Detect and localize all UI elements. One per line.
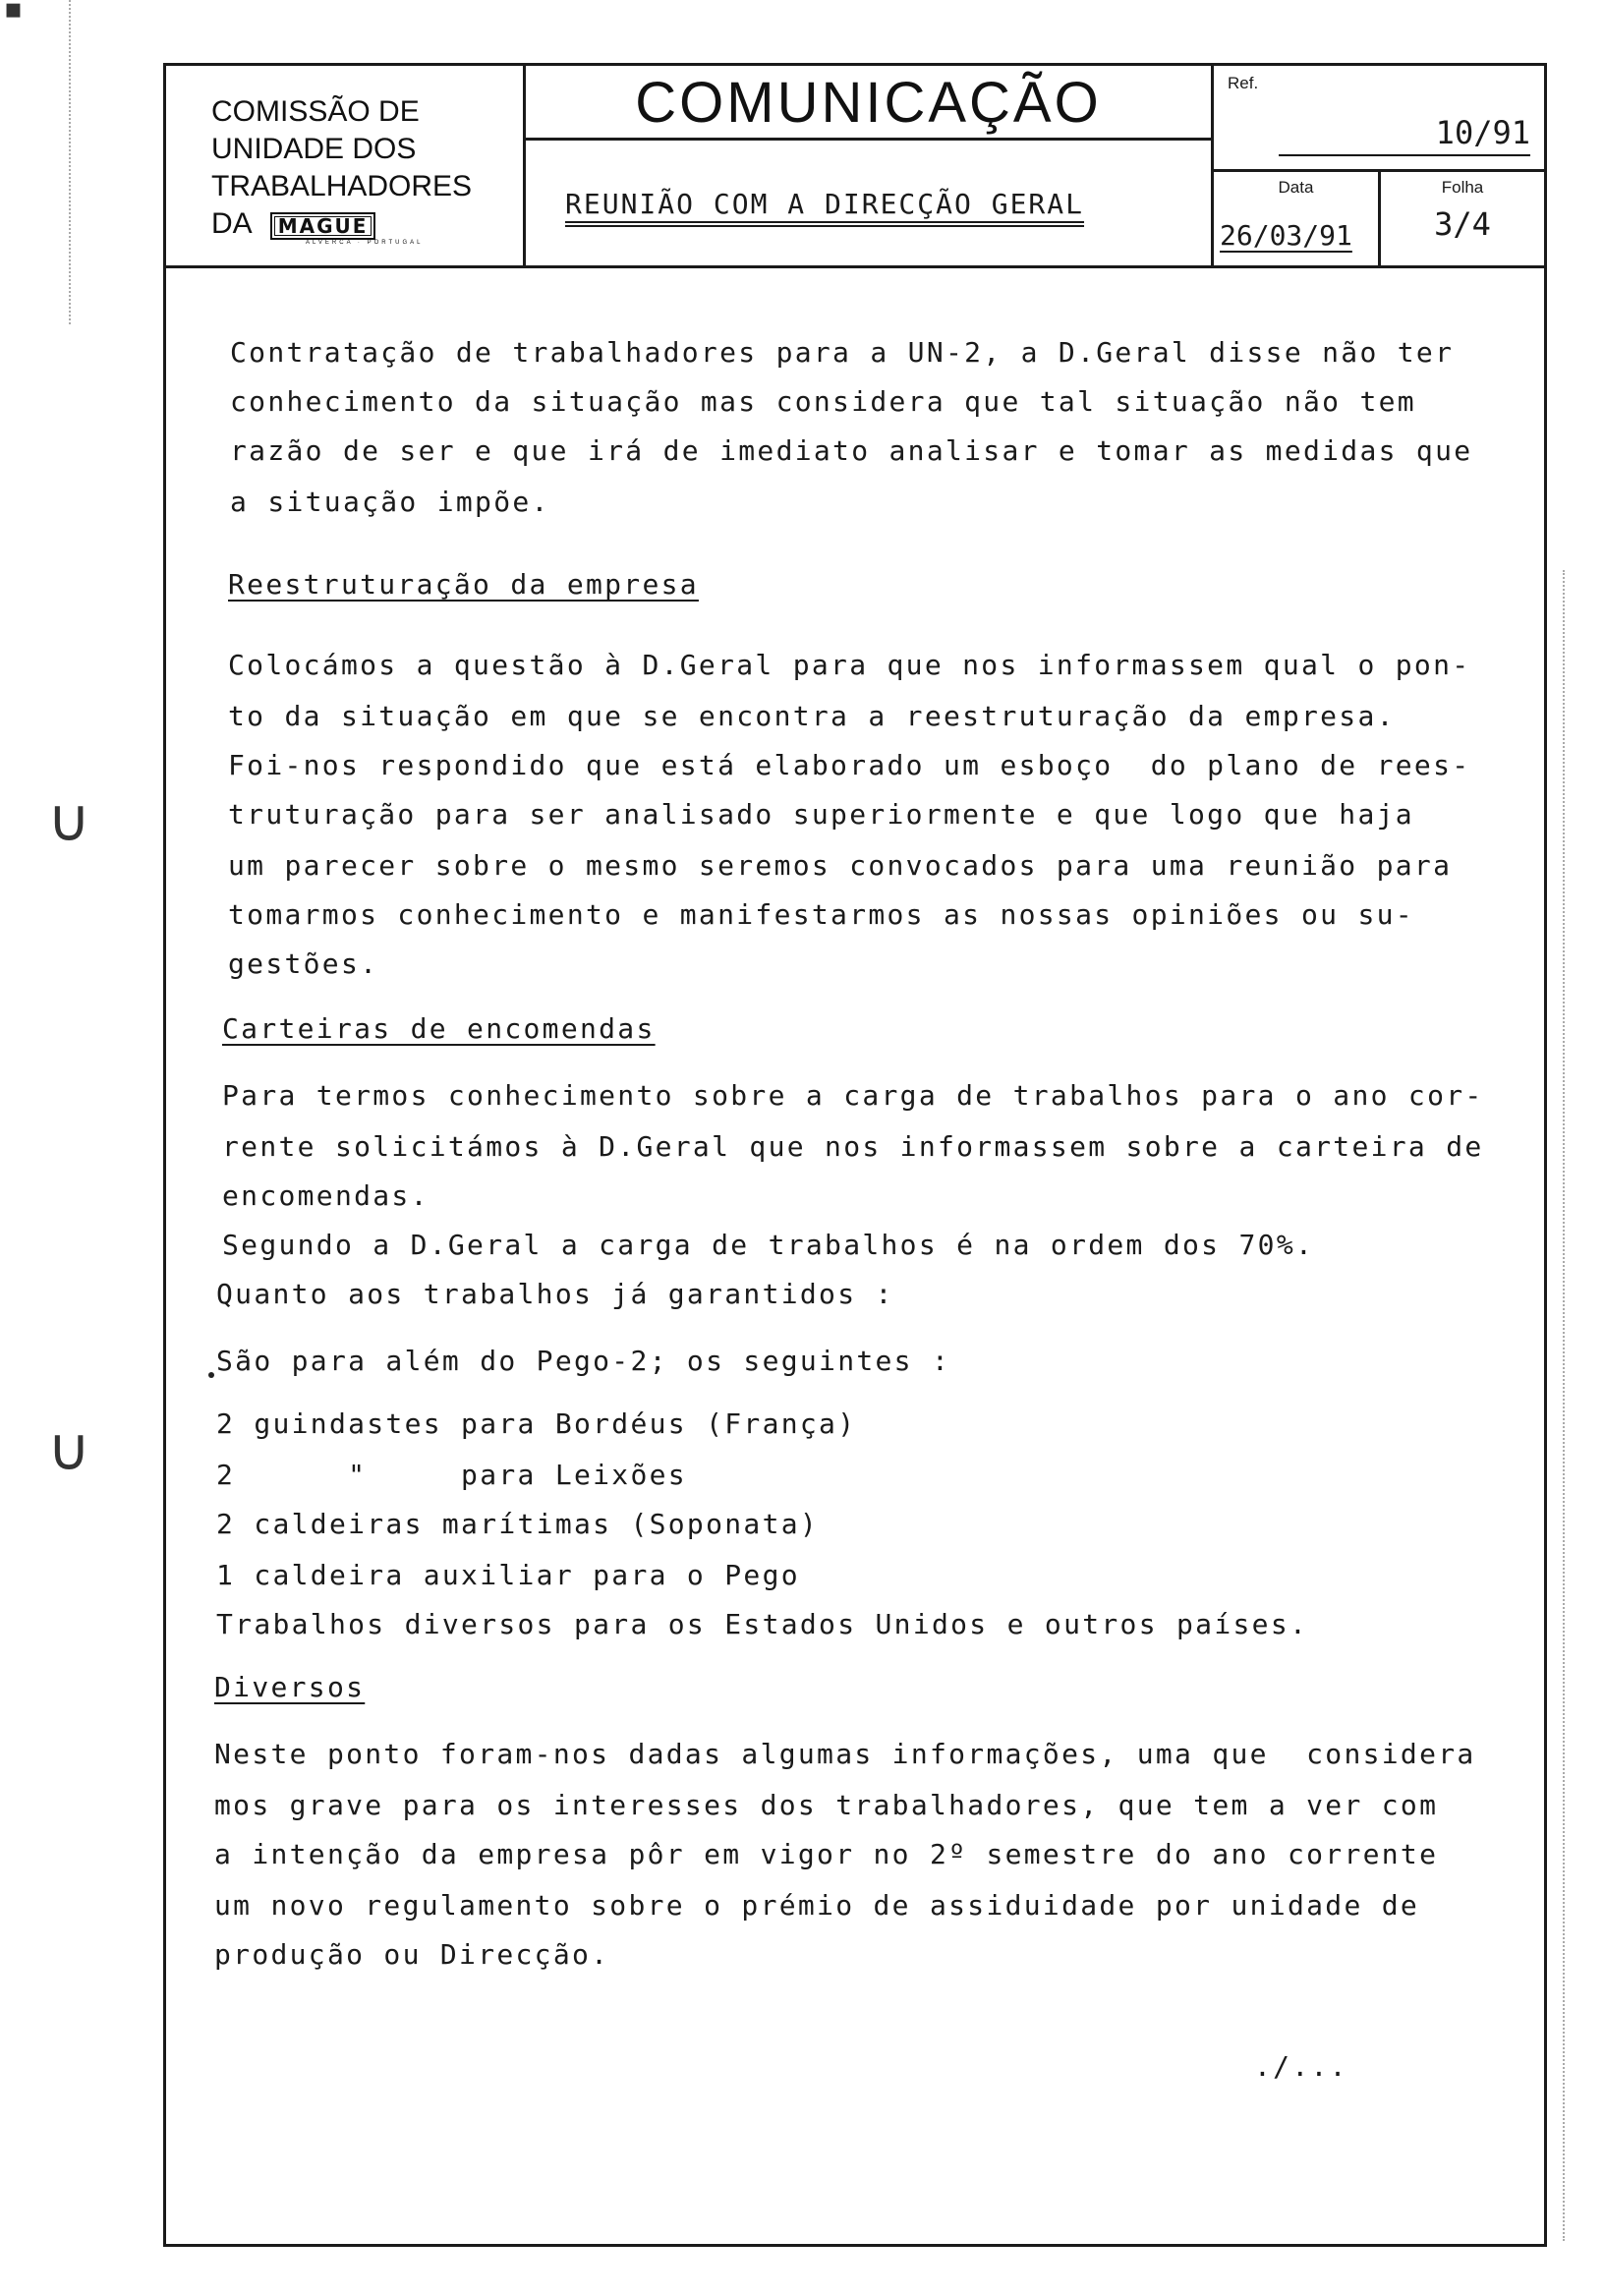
- org-line-3: TRABALHADORES: [211, 170, 473, 202]
- orders-list-item-2: 2 " para Leixões: [216, 1459, 687, 1491]
- section-heading-restructuring: Reestruturação da empresa: [228, 568, 699, 601]
- org-line-2: UNIDADE DOS: [211, 133, 417, 165]
- orders-list-item-3: 2 caldeiras marítimas (Soponata): [216, 1508, 820, 1540]
- scan-mark-top-left: ▪: [4, 0, 23, 25]
- misc-line-5: produção ou Direcção.: [214, 1938, 610, 1971]
- orders-list-intro: São para além do Pego-2; os seguintes :: [216, 1345, 951, 1377]
- document-header: [166, 66, 1544, 268]
- scan-mark-hook-1: ∪: [47, 786, 90, 855]
- scan-speckle-right: [1563, 570, 1578, 2241]
- continuation-mark: ./...: [1254, 2050, 1348, 2083]
- list-marker-dot: [208, 1372, 214, 1378]
- scan-speckle-left: [69, 0, 85, 324]
- misc-line-4: um novo regulamento sobre o prémio de assiduidade por unidade de: [214, 1889, 1420, 1922]
- orders-list-item-4: 1 caldeira auxiliar para o Pego: [216, 1559, 800, 1591]
- sheet-box: [1381, 172, 1544, 265]
- restructuring-line-3: Foi-nos respondido que está elaborado um esboço do plano de rees-: [228, 749, 1471, 781]
- intro-line-3: razão de ser e que irá de imediato analisar e tomar as medidas que: [230, 434, 1473, 467]
- restructuring-line-6: tomarmos conhecimento e manifestarmos as nossas opiniões ou su-: [228, 898, 1414, 931]
- section-heading-orders: Carteiras de encomendas: [222, 1012, 656, 1045]
- restructuring-line-7: gestões.: [228, 947, 379, 980]
- section-heading-misc: Diversos: [214, 1671, 366, 1703]
- orders-line-3: encomendas.: [222, 1179, 430, 1212]
- orders-list-item-1: 2 guindastes para Bordéus (França): [216, 1407, 857, 1440]
- restructuring-line-1: Colocámos a questão à D.Geral para que nos informassem qual o pon-: [228, 649, 1471, 681]
- orders-list-item-5: Trabalhos diversos para os Estados Unidos e outros países.: [216, 1608, 1309, 1640]
- orders-line-1: Para termos conhecimento sobre a carga de trabalhos para o ano cor-: [222, 1079, 1484, 1112]
- ref-value: 10/91: [1279, 111, 1530, 156]
- sheet-label: Folha: [1441, 178, 1484, 197]
- orders-line-5: Quanto aos trabalhos já garantidos :: [216, 1278, 894, 1310]
- sheet-value: 3/4: [1434, 205, 1491, 243]
- misc-line-3: a intenção da empresa pôr em vigor no 2º semestre do ano corrente: [214, 1838, 1439, 1870]
- org-line-1: COMISSÃO DE: [211, 95, 420, 128]
- reference-block: [1214, 66, 1544, 265]
- document-title: COMUNICAÇÃO: [526, 66, 1211, 141]
- restructuring-line-4: truturação para ser analisado superiormente e que logo que haja: [228, 798, 1414, 831]
- org-line-4: [211, 205, 523, 243]
- restructuring-line-5: um parecer sobre o mesmo seremos convocados para uma reunião para: [228, 849, 1453, 882]
- logo-subtext: ALVERCA · PORTUGAL: [306, 240, 424, 246]
- intro-line-4: a situação impõe.: [230, 486, 550, 518]
- ref-box: [1214, 66, 1544, 172]
- date-label: Data: [1278, 178, 1314, 197]
- orders-line-4: Segundo a D.Geral a carga de trabalhos é na ordem dos 70%.: [222, 1229, 1315, 1261]
- organization-block: [166, 66, 526, 265]
- restructuring-line-2: to da situação em que se encontra a reestruturação da empresa.: [228, 700, 1396, 732]
- date-value: 26/03/91: [1220, 219, 1352, 252]
- misc-line-2: mos grave para os interesses dos trabalhadores, que tem a ver com: [214, 1789, 1439, 1821]
- title-block: [526, 66, 1214, 265]
- intro-line-2: conhecimento da situação mas considera que tal situação não tem: [230, 385, 1416, 418]
- org-da-text: DA: [211, 207, 253, 240]
- date-box: [1214, 172, 1381, 265]
- orders-line-2: rente solicitámos à D.Geral que nos informassem sobre a carteira de: [222, 1130, 1484, 1163]
- scan-mark-hook-2: ∪: [47, 1415, 90, 1484]
- intro-line-1: Contratação de trabalhadores para a UN-2, a D.Geral disse não ter: [230, 336, 1455, 369]
- ref-label: Ref.: [1228, 74, 1259, 92]
- logo-wordmark: MAGUE: [270, 212, 376, 240]
- misc-line-1: Neste ponto foram-nos dadas algumas informações, uma que considera: [214, 1738, 1476, 1770]
- document-subject: REUNIÃO COM A DIRECÇÃO GERAL: [565, 188, 1085, 220]
- company-logo: [270, 205, 376, 243]
